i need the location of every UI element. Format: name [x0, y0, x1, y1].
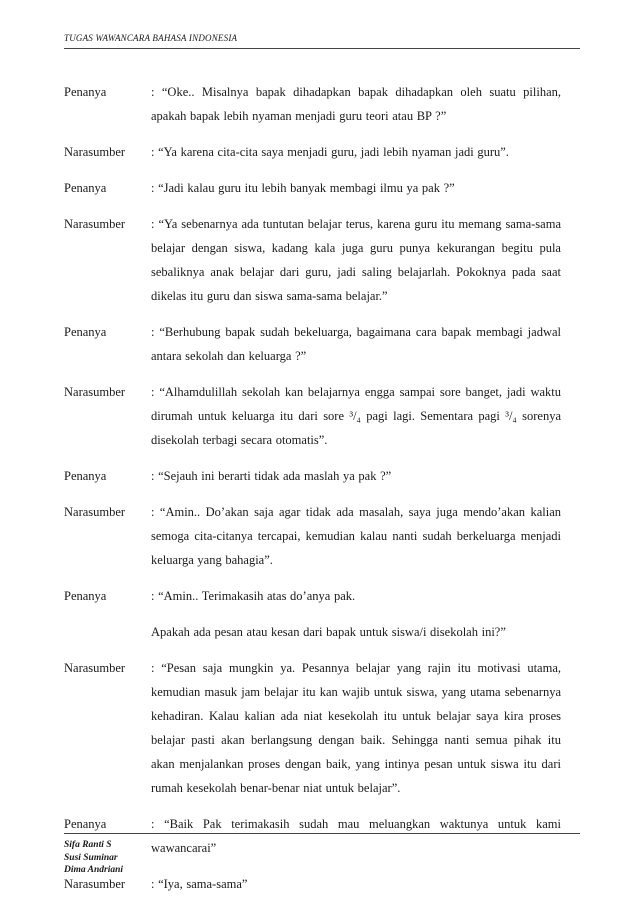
utterance-text	[151, 464, 561, 488]
utterance-line: rumah kesekolah benar-benar niat untuk belajar”.	[151, 781, 401, 795]
utterance-text	[151, 812, 561, 860]
page-footer-authors	[64, 839, 123, 877]
utterance-text	[151, 140, 561, 164]
dialogue-entry	[64, 812, 564, 860]
header-divider	[64, 48, 580, 49]
dialogue-entry	[64, 212, 564, 308]
utterance-text	[151, 872, 561, 896]
page-header-title: TUGAS WAWANCARA BAHASA INDONESIA	[64, 33, 238, 43]
utterance-text	[151, 176, 561, 200]
utterance-line: : “Amin.. Do’akan saja agar tidak ada masalah, saya juga mendo’akan kalian	[151, 505, 561, 519]
utterance-line: kehadiran. Kalau kalian ada niat kesekolah itu untuk belajar saya kira proses	[151, 709, 561, 723]
utterance-line: semoga cita-citanya tercapai, kemudian kalau nanti sudah berkeluarga menjadi	[151, 529, 561, 543]
speaker-label: Penanya	[64, 181, 107, 195]
speaker-label: Penanya	[64, 325, 107, 339]
author-name: Susi Suminar	[64, 852, 118, 863]
speaker-label: Narasumber	[64, 145, 126, 159]
utterance-text	[151, 380, 561, 452]
utterance-line	[151, 608, 561, 620]
utterance-text	[151, 656, 561, 800]
utterance-line: : “Ya karena cita-cita saya menjadi guru, jadi lebih nyaman jadi guru”.	[151, 145, 509, 159]
dialogue-entry	[64, 656, 564, 800]
dialogue-entry	[64, 140, 564, 164]
utterance-text	[151, 212, 561, 308]
utterance-line: akan menjalankan proses dengan baik, yang intinya pesan untuk siswa itu dari	[151, 757, 561, 771]
speaker-label: Penanya	[64, 85, 107, 99]
utterance-line: keluarga yang bahagia”.	[151, 553, 273, 567]
utterance-text	[151, 320, 561, 368]
utterance-line: antara sekolah dan keluarga ?”	[151, 349, 307, 363]
utterance-line: : “Iya, sama-sama”	[151, 877, 248, 891]
dialogue-entry	[64, 176, 564, 200]
dialogue-entry	[64, 464, 564, 488]
author-name: Sifa Ranti S	[64, 840, 112, 850]
dialogue-entry	[64, 320, 564, 368]
utterance-line: : “Jadi kalau guru itu lebih banyak membagi ilmu ya pak ?”	[151, 181, 455, 195]
footer-divider	[64, 833, 580, 834]
speaker-label: Narasumber	[64, 877, 126, 891]
speaker-label: Narasumber	[64, 217, 126, 231]
utterance-text	[151, 584, 561, 644]
speaker-label: Penanya	[64, 817, 107, 831]
utterance-line: sebaliknya anak belajar dari guru, jadi saling belajarlah. Pokoknya pada saat	[151, 265, 561, 279]
utterance-line: dirumah untuk keluarga itu dari sore ³/₄ pagi lagi. Sementara pagi ³/₄ sorenya	[151, 409, 561, 423]
utterance-line: : “Pesan saja mungkin ya. Pesannya belajar yang rajin itu motivasi utama,	[151, 661, 561, 675]
utterance-line: : “Amin.. Terimakasih atas do’anya pak.	[151, 589, 356, 603]
utterance-line: : “Alhamdulillah sekolah kan belajarnya engga sampai sore banget, jadi waktu	[151, 385, 561, 399]
utterance-line: belajar dengan siswa, kadang kala juga guru punya kekurangan begitu pula	[151, 241, 561, 255]
utterance-line: disekolah terbagi secara otomatis”.	[151, 433, 328, 447]
utterance-line: dikelas itu guru dan siswa sama-sama belajar.”	[151, 289, 388, 303]
speaker-label: Narasumber	[64, 505, 126, 519]
utterance-line: kemudian masuk jam belajar itu kan wajib untuk siswa, yang utama sebenarnya	[151, 685, 561, 699]
speaker-label: Penanya	[64, 469, 107, 483]
utterance-line: : “Baik Pak terimakasih sudah mau meluangkan waktunya untuk kami	[151, 817, 561, 831]
dialogue-entry	[64, 80, 564, 128]
dialogue-entry	[64, 500, 564, 572]
utterance-line: : “Sejauh ini berarti tidak ada maslah ya pak ?”	[151, 469, 392, 483]
utterance-line: : “Ya sebenarnya ada tuntutan belajar terus, karena guru itu memang sama-sama	[151, 217, 561, 231]
dialogue-entry	[64, 584, 564, 644]
speaker-label: Narasumber	[64, 661, 126, 675]
dialogue-entry	[64, 380, 564, 452]
utterance-line: : “Berhubung bapak sudah bekeluarga, bagaimana cara bapak membagi jadwal	[151, 325, 561, 339]
utterance-line: belajar pasti akan berlangsung dengan baik. Sehingga nanti semua pihak itu	[151, 733, 561, 747]
utterance-line: wawancarai”	[151, 841, 217, 855]
speaker-label: Penanya	[64, 589, 107, 603]
interview-transcript	[64, 80, 564, 908]
utterance-text	[151, 80, 561, 128]
author-name: Dima Andriani	[64, 865, 124, 875]
utterance-text	[151, 500, 561, 572]
utterance-line: : “Oke.. Misalnya bapak dihadapkan bapak dihadapkan oleh suatu pilihan,	[151, 85, 561, 99]
dialogue-entry	[64, 872, 564, 896]
utterance-line: Apakah ada pesan atau kesan dari bapak untuk siswa/i disekolah ini?”	[151, 625, 506, 639]
utterance-line: apakah bapak lebih nyaman menjadi guru teori atau BP ?”	[151, 109, 447, 123]
speaker-label: Narasumber	[64, 385, 126, 399]
